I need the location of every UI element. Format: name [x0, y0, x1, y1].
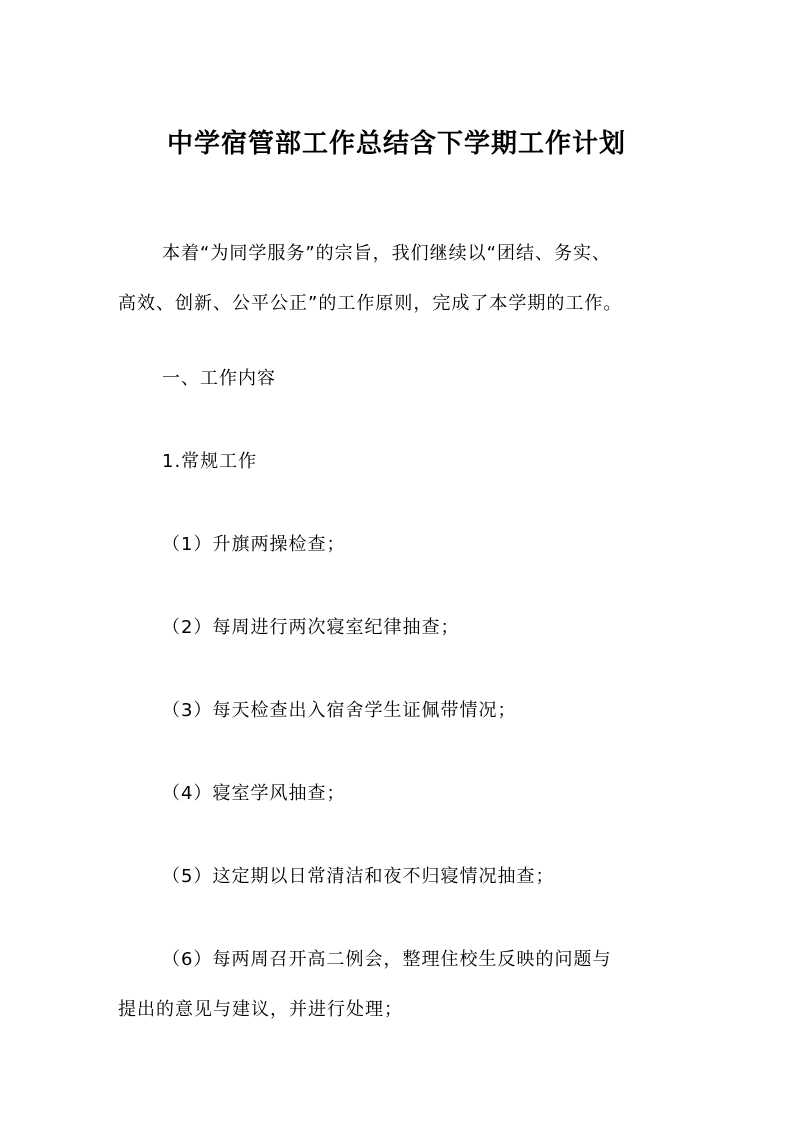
list-item-6-line-1: （6）每两周召开高二例会，整理住校生反映的问题与 [162, 949, 612, 970]
intro-line-2: 高效、创新、公平公正”的工作原则，完成了本学期的工作。 [118, 293, 623, 314]
intro-paragraph [118, 241, 680, 317]
intro-line-1: 本着“为同学服务”的宗旨，我们继续以“团结、务实、 [162, 243, 611, 264]
list-item: （2）每周进行两次寝室纪律抽查； [162, 617, 460, 638]
list-item: （3）每天检查出入宿舍学生证佩带情况； [162, 700, 517, 721]
list-item: （1）升旗两操检查； [162, 534, 346, 555]
list-item: （4）寝室学风抽查； [162, 783, 346, 804]
list-item-6-line-2: 提出的意见与建议，并进行处理； [118, 999, 403, 1020]
subsection-heading-routine-work: 1.常规工作 [162, 451, 258, 472]
document-title: 中学宿管部工作总结含下学期工作计划 [166, 129, 626, 159]
section-heading-work-content: 一、工作内容 [162, 368, 276, 389]
list-item-6 [118, 947, 680, 1023]
list-item: （5）这定期以日常清洁和夜不归寝情况抽查； [162, 866, 555, 887]
